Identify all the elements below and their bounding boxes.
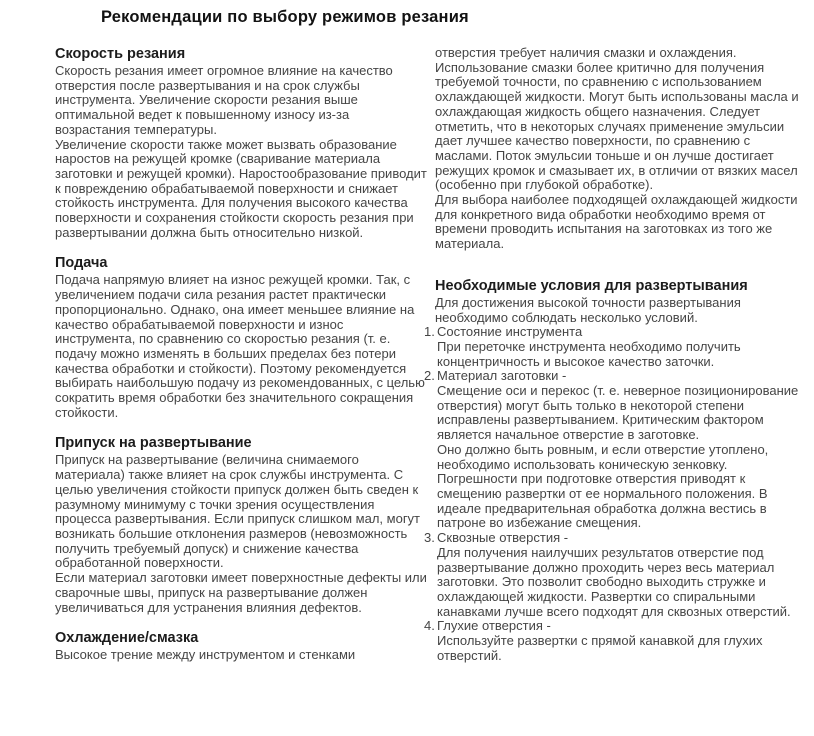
section-reaming-allowance	[55, 435, 427, 615]
section-heading: Припуск на развертывание	[55, 435, 252, 452]
item-content	[437, 369, 808, 531]
item-body: Смещение оси и перекос (т. е. неверное позиционирование отверстия) могут быть только в некоторой степени исправлены развертыванием. Критическим фактором является начальное отверстие в заготовке.	[437, 383, 799, 443]
item-number: 4.	[424, 618, 435, 634]
section-heading: Необходимые условия для развертывания	[435, 277, 748, 294]
section-cutting-speed	[55, 46, 427, 240]
left-column	[55, 46, 427, 663]
paragraph: Припуск на развертывание (величина снимаемого материала) также влияет на срок службы инструмента. С целью увеличения стойкости припуск должен быть сведен к разумному минимуму с точки зрения осуществления процесса развертывания. Если припуск слишком мал, могут возникать большие отклонения размеров (невозможность получить требуемый допуск) и снижение качества обработанной поверхности.	[55, 452, 421, 571]
item-number: 1.	[424, 324, 435, 340]
paragraph: Высокое трение между инструментом и стенками	[55, 647, 356, 663]
item-content	[437, 619, 808, 663]
item-body: Для получения наилучших результатов отверстие под развертывание должно проходить через весь материал заготовки. Это позволит свободно выходить стружке и охлаждающей жидкости. Развертки со спиральными канавками лучше всего подходят для сквозных отверстий.	[437, 544, 791, 619]
item-body: Оно должно быть ровным, и если отверстие утоплено, необходимо использовать коническую зенковку. Погрешности при подготовке отверстия приводят к смещению развертки от ее нормального положения. В идеале предварительная обработка должна вестись в патроне во избежание смещения.	[437, 441, 769, 531]
section-heading: Охлаждение/смазка	[55, 630, 199, 647]
item-body: Используйте развертки с прямой канавкой для глухих отверстий.	[437, 633, 763, 663]
paragraph: Если материал заготовки имеет поверхностные дефекты или сварочные швы, припуск на развертывание должен увеличиваться для устранения влияния дефектов.	[55, 570, 427, 615]
item-content	[437, 531, 808, 619]
section-cooling-lubrication	[55, 630, 427, 663]
item-number: 2.	[424, 368, 435, 384]
item-content	[437, 325, 808, 369]
item-title: Глухие отверстия -	[437, 618, 551, 634]
paragraph: Скорость резания имеет огромное влияние на качество отверстия после развертывания и на срок службы инструмента. Увеличение скорости резания выше оптимальной ведет к повышенному износу из-за возрастания температуры.	[55, 63, 393, 137]
item-title: Состояние инструмента	[437, 324, 583, 340]
section-feed	[55, 255, 427, 420]
paragraph: Для достижения высокой точности развертывания необходимо соблюдать несколько условий.	[435, 294, 741, 325]
section-heading: Подача	[55, 255, 108, 272]
section-reaming-conditions	[424, 278, 808, 664]
paragraph: Для выбора наиболее подходящей охлаждающей жидкости для конкретного вида обработки необходимо время от времени проводить испытания на заготовках из того же материала.	[435, 192, 798, 252]
item-title: Сквозные отверстия -	[437, 530, 569, 546]
item-title: Материал заготовки -	[437, 368, 567, 384]
item-number: 3.	[424, 530, 435, 546]
paragraph: отверстия требует наличия смазки и охлаждения. Использование смазки более критично для получения требуемой точности, по сравнению с использованием охлаждающей жидкости. Могут быть использованы масла и охлаждающая жидкость общего назначения. Следует отметить, что в некоторых случаях применение эмульсии дает лучшее качество поверхности, по сравнению с маслами. Поток эмульсии тоньше и он лучше достигает режущих кромок и смазывает их, в отличии от вязких масел (особенно при глубокой обработке).	[435, 45, 799, 193]
item-body: При переточке инструмента необходимо получить концентричность и высокое качество заточки.	[437, 338, 741, 369]
paragraph: Подача напрямую влияет на износ режущей кромки. Так, с увеличением подачи сила резания растет практически пропорционально. Однако, она имеет меньшее влияние на качество обрабатываемой поверхности и износ инструмента, по сравнению со скоростью резания (т. е. подачу можно изменять в больших пределах без потери качества обработки и стойкости). Поэтому рекомендуется выбирать наибольшую подачу из рекомендованных, с целью сократить время обработки без значительного сокращения стойкости.	[55, 272, 425, 420]
section-heading: Скорость резания	[55, 46, 186, 62]
conditions-list	[424, 325, 808, 663]
numbered-item	[424, 325, 808, 369]
right-column	[424, 46, 808, 663]
page-title: Рекомендации по выбору режимов резания	[101, 8, 469, 26]
paragraph: Увеличение скорости также может вызвать образование наростов на режущей кромке (сваривание материала заготовки и режущей кромки). Наростообразование приводит к повреждению обрабатываемой поверхности и снижает стойкость инструмента. Для получения высокого качества поверхности и сохранения стойкости скорость резания при развертывании должна быть относительно низкой.	[55, 136, 427, 240]
numbered-item	[424, 619, 808, 663]
numbered-item	[424, 369, 808, 531]
numbered-item	[424, 531, 808, 619]
